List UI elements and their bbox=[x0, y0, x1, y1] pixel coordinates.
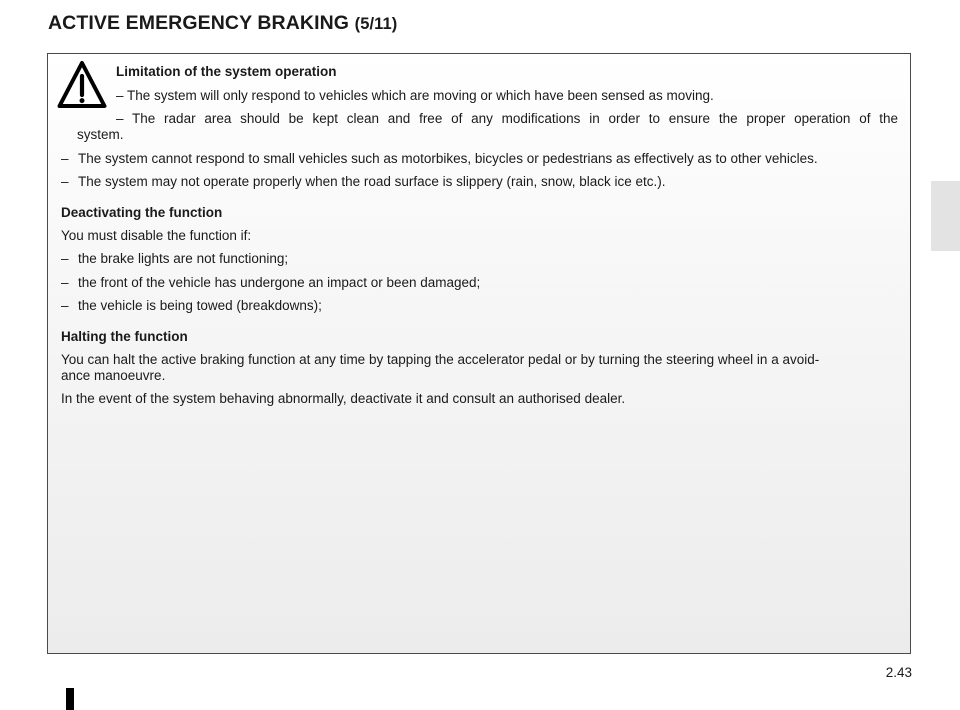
halting-note: In the event of the system behaving abnormally, deactivate it and consult an authorised dealer. bbox=[61, 391, 626, 406]
limitation-heading: Limitation of the system operation bbox=[116, 64, 337, 79]
deactivating-item-text: the vehicle is being towed (breakdowns); bbox=[78, 298, 322, 313]
bullet-item bbox=[61, 151, 898, 167]
warning-panel bbox=[47, 53, 911, 654]
deactivating-item-text: the front of the vehicle has undergone an impact or been damaged; bbox=[78, 275, 481, 290]
limitation-line-1: – The system will only respond to vehicles which are moving or which have been sensed as moving. bbox=[116, 88, 714, 103]
limitation-line-2-end: system. bbox=[77, 127, 124, 142]
bullet-dash: – bbox=[61, 251, 69, 266]
section-tab bbox=[931, 181, 960, 251]
warning-triangle-icon bbox=[57, 60, 107, 110]
deactivating-item bbox=[61, 275, 898, 291]
bullet-dash: – bbox=[61, 298, 69, 313]
halting-line-1: You can halt the active braking function at any time by tapping the accelerator pedal or by turning the steering wheel in a avoid- bbox=[61, 352, 820, 367]
halting-line-2: ance manoeuvre. bbox=[61, 368, 166, 383]
page-title bbox=[48, 12, 397, 35]
deactivating-intro: You must disable the function if: bbox=[61, 228, 252, 243]
bullet-text: The system cannot respond to small vehicles such as motorbikes, bicycles or pedestrians as effectively as to other vehicles. bbox=[78, 151, 818, 166]
title-text: ACTIVE EMERGENCY BRAKING bbox=[48, 12, 350, 34]
bullet-dash: – bbox=[61, 151, 69, 166]
bullet-dash: – bbox=[61, 174, 69, 189]
halting-heading: Halting the function bbox=[61, 329, 188, 344]
limitation-line-2: – The radar area should be kept clean and free of any modifications in order to ensure the proper operation of the bbox=[116, 111, 898, 126]
corner-marker bbox=[66, 688, 74, 710]
deactivating-item bbox=[61, 251, 898, 267]
deactivating-heading: Deactivating the function bbox=[61, 205, 223, 220]
bullet-text: The system may not operate properly when the road surface is slippery (rain, snow, black ice etc.). bbox=[78, 174, 666, 189]
page-number: 2.43 bbox=[885, 665, 912, 680]
deactivating-item-text: the brake lights are not functioning; bbox=[78, 251, 289, 266]
bullet-item bbox=[61, 174, 898, 190]
page-counter: (5/11) bbox=[354, 15, 398, 33]
deactivating-item bbox=[61, 298, 898, 314]
bullet-dash: – bbox=[61, 275, 69, 290]
